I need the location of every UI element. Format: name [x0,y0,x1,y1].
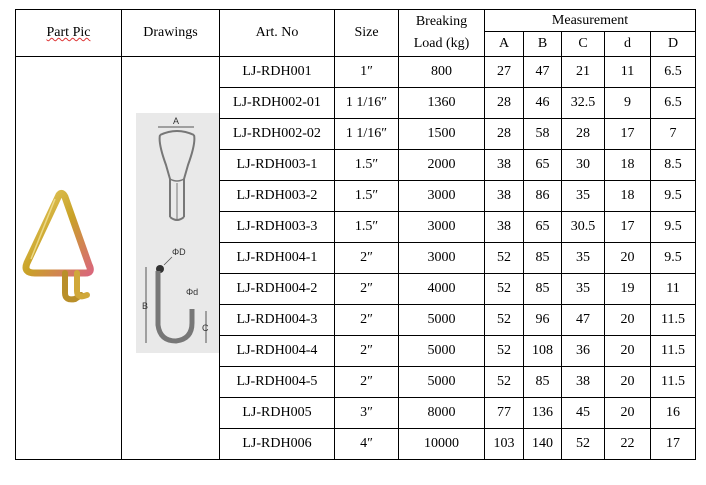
cell-size: 2″ [335,243,399,274]
cell-c: 32.5 [562,88,605,119]
dim-phi-D-label: ΦD [172,247,186,257]
cell-art: LJ-RDH005 [220,398,335,429]
cell-d-small: 20 [605,336,651,367]
cell-art: LJ-RDH002-02 [220,119,335,150]
cell-art: LJ-RDH004-1 [220,243,335,274]
cell-d-big: 17 [651,429,696,460]
cell-c: 30 [562,150,605,181]
cell-d-small: 20 [605,398,651,429]
cell-size: 1.5″ [335,181,399,212]
cell-d-small: 17 [605,119,651,150]
cell-b: 65 [524,212,562,243]
cell-size: 2″ [335,367,399,398]
cell-size: 3″ [335,398,399,429]
cell-size: 1″ [335,57,399,88]
cell-d-small: 22 [605,429,651,460]
cell-load: 800 [399,57,485,88]
dim-b-label: B [142,301,149,311]
header-a: A [485,32,524,57]
cell-b: 86 [524,181,562,212]
cell-d-small: 11 [605,57,651,88]
cell-d-big: 9.5 [651,243,696,274]
cell-load: 5000 [399,367,485,398]
cell-a: 38 [485,181,524,212]
cell-size: 2″ [335,336,399,367]
cell-a: 52 [485,305,524,336]
cell-c: 21 [562,57,605,88]
cell-art: LJ-RDH004-5 [220,367,335,398]
cell-load: 4000 [399,274,485,305]
cell-art: LJ-RDH004-2 [220,274,335,305]
cell-d-big: 8.5 [651,150,696,181]
spec-table [15,9,696,460]
cell-a: 103 [485,429,524,460]
cell-d-small: 18 [605,150,651,181]
cell-c: 45 [562,398,605,429]
cell-size: 4″ [335,429,399,460]
cell-load: 3000 [399,212,485,243]
header-d-small: d [605,32,651,57]
cell-size: 1 1/16″ [335,119,399,150]
cell-c: 35 [562,243,605,274]
cell-b: 85 [524,274,562,305]
cell-load: 2000 [399,150,485,181]
cell-a: 28 [485,88,524,119]
dim-phi-d-label: Φd [186,287,199,297]
header-art-no: Art. No [220,10,335,57]
header-measurement: Measurement [485,10,696,32]
cell-c: 30.5 [562,212,605,243]
header-b: B [524,32,562,57]
header-breaking-line2: Load (kg) [413,36,470,51]
cell-d-big: 11.5 [651,305,696,336]
cell-b: 58 [524,119,562,150]
dim-a-label: A [173,116,180,126]
header-breaking-load [399,10,485,57]
cell-d-small: 20 [605,305,651,336]
part-pic-cell [16,57,122,460]
double-j-hook-image [19,189,95,305]
cell-size: 1 1/16″ [335,88,399,119]
header-part-pic: Part Pic [16,10,122,57]
cell-art: LJ-RDH003-3 [220,212,335,243]
cell-b: 65 [524,150,562,181]
cell-a: 28 [485,119,524,150]
cell-d-small: 9 [605,88,651,119]
cell-size: 1.5″ [335,212,399,243]
header-row-1 [16,10,696,32]
cell-load: 5000 [399,305,485,336]
cell-b: 46 [524,88,562,119]
cell-b: 108 [524,336,562,367]
cell-a: 52 [485,367,524,398]
cell-d-small: 20 [605,243,651,274]
header-d-big: D [651,32,696,57]
cell-c: 35 [562,181,605,212]
dim-c-label: C [202,323,209,333]
cell-a: 27 [485,57,524,88]
cell-d-small: 17 [605,212,651,243]
cell-b: 140 [524,429,562,460]
cell-a: 77 [485,398,524,429]
cell-load: 3000 [399,243,485,274]
cell-b: 85 [524,243,562,274]
technical-drawing [136,113,220,353]
header-breaking-line1: Breaking [415,14,468,29]
cell-c: 38 [562,367,605,398]
cell-load: 1360 [399,88,485,119]
cell-size: 2″ [335,274,399,305]
cell-c: 28 [562,119,605,150]
cell-load: 8000 [399,398,485,429]
cell-c: 36 [562,336,605,367]
cell-c: 52 [562,429,605,460]
cell-d-small: 20 [605,367,651,398]
table-row [16,57,696,88]
cell-b: 136 [524,398,562,429]
cell-d-small: 19 [605,274,651,305]
drawings-cell [122,57,220,460]
cell-art: LJ-RDH004-3 [220,305,335,336]
cell-b: 47 [524,57,562,88]
header-drawings: Drawings [122,10,220,57]
cell-d-big: 11.5 [651,367,696,398]
cell-d-big: 9.5 [651,181,696,212]
cell-a: 52 [485,274,524,305]
cell-d-big: 9.5 [651,212,696,243]
cell-d-big: 6.5 [651,88,696,119]
cell-a: 38 [485,212,524,243]
cell-load: 5000 [399,336,485,367]
cell-b: 85 [524,367,562,398]
cell-art: LJ-RDH006 [220,429,335,460]
cell-load: 1500 [399,119,485,150]
cell-d-small: 18 [605,181,651,212]
cell-art: LJ-RDH003-1 [220,150,335,181]
cell-load: 3000 [399,181,485,212]
cell-c: 47 [562,305,605,336]
cell-b: 96 [524,305,562,336]
cell-load: 10000 [399,429,485,460]
cell-size: 2″ [335,305,399,336]
header-size: Size [335,10,399,57]
cell-art: LJ-RDH003-2 [220,181,335,212]
cell-size: 1.5″ [335,150,399,181]
cell-d-big: 11.5 [651,336,696,367]
cell-d-big: 7 [651,119,696,150]
cell-d-big: 6.5 [651,57,696,88]
cell-a: 52 [485,243,524,274]
cell-c: 35 [562,274,605,305]
cell-d-big: 16 [651,398,696,429]
cell-art: LJ-RDH004-4 [220,336,335,367]
cell-a: 52 [485,336,524,367]
cell-art: LJ-RDH001 [220,57,335,88]
cell-d-big: 11 [651,274,696,305]
cell-art: LJ-RDH002-01 [220,88,335,119]
table-body [16,57,696,460]
header-c: C [562,32,605,57]
cell-a: 38 [485,150,524,181]
